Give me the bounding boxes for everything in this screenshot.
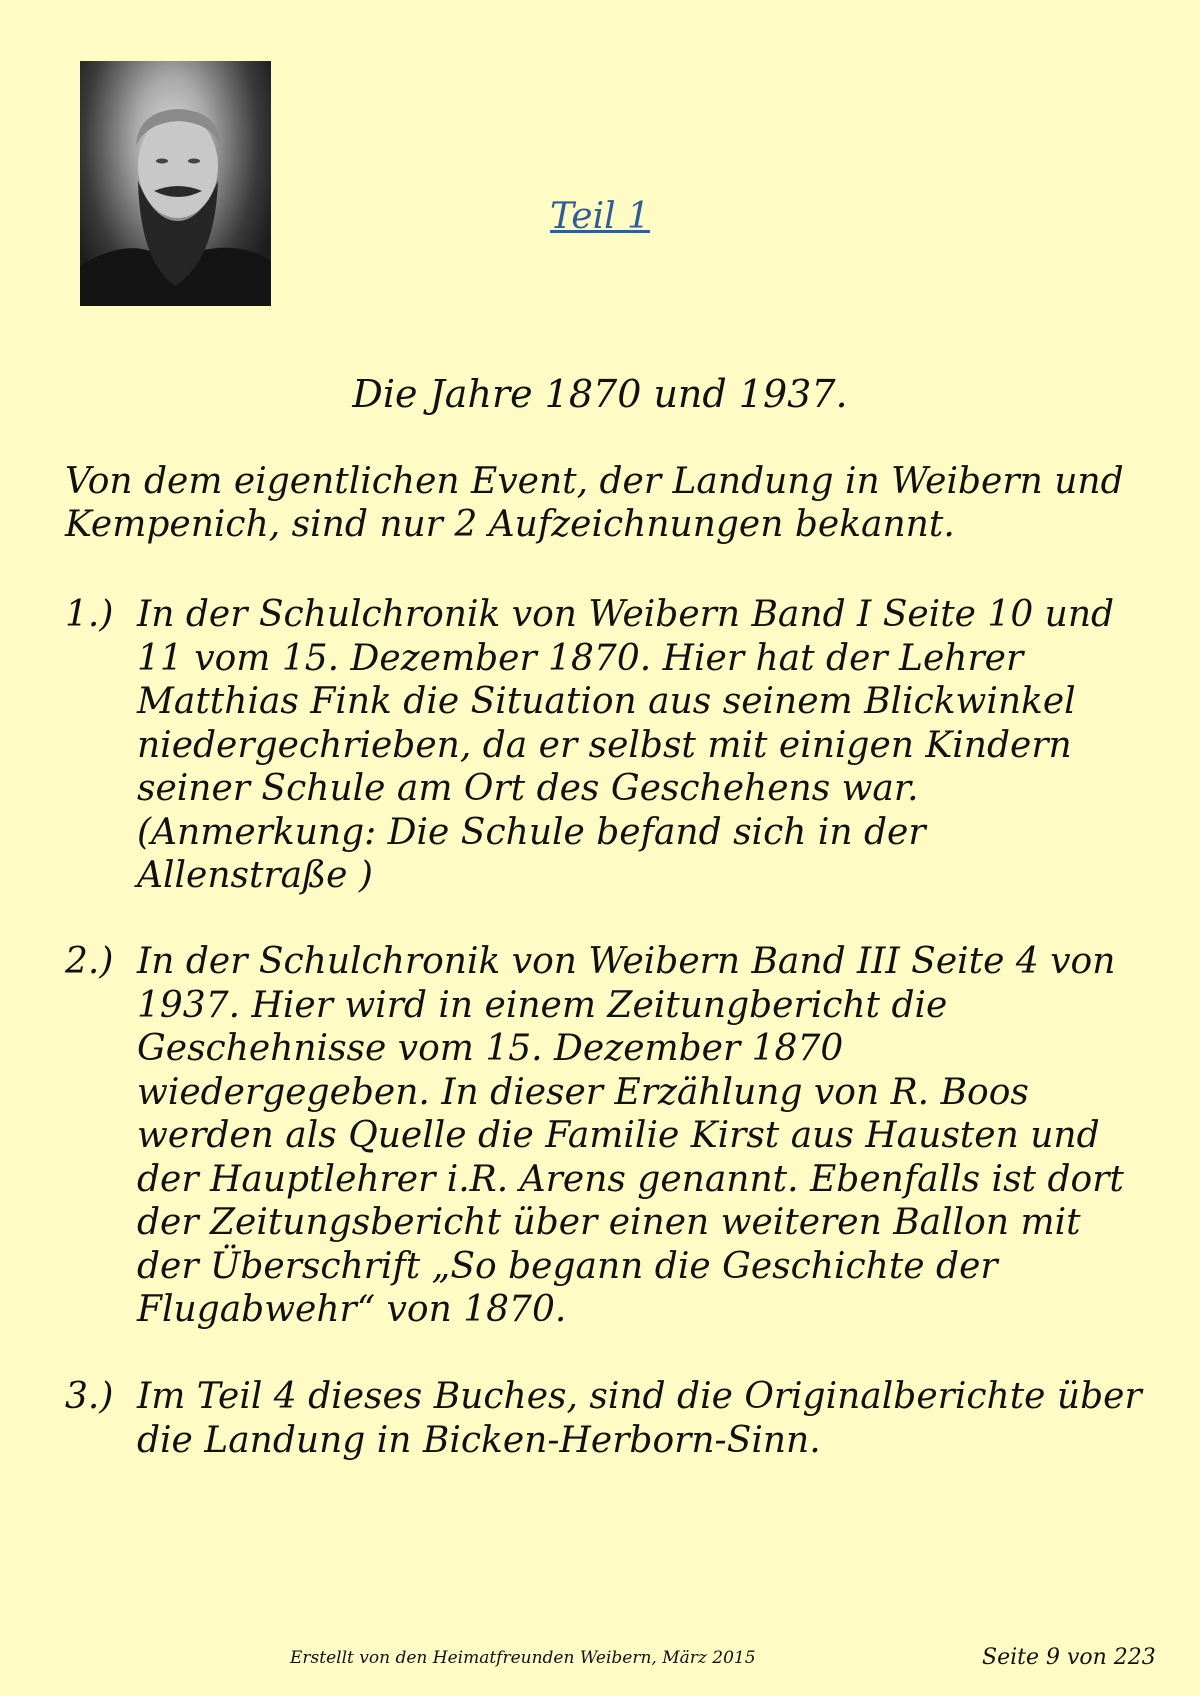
intro-paragraph: Von dem eigentlichen Event, der Landung in Weibern und Kempenich, sind nur 2 Aufzeichnungen bekannt. [65,461,1124,545]
list-item-text: In der Schulchronik von Weibern Band I Seite 10 und 11 vom 15. Dezember 1870. Hier hat der Lehrer Matthias Fink die Situation aus seinem Blickwinkel niedergechrieben, da er selbst mit einigen Kindern seiner Schule am Ort des Geschehens war. (Anmerkung: Die Schule befand sich in der Allenstraße ) [137,594,1115,896]
list-item [65,1375,1145,1462]
list-item-text: In der Schulchronik von Weibern Band III Seite 4 von 1937. Hier wird in einem Zeitungbericht die Geschehnisse vom 15. Dezember 1870 wiedergegeben. In dieser Erzählung von R. Boos werden als Quelle die Familie Kirst aus Hausten und der Hauptlehrer i.R. Arens genannt. Ebenfalls ist dort der Zeitungsbericht über einen weiteren Ballon mit der Überschrift „So begann die Geschichte der Flugabwehr“ von 1870. [137,941,1124,1330]
list-item [65,940,1145,1332]
footer-credit: Erstellt von den Heimatfreunden Weibern, März 2015 [290,1648,756,1668]
portrait-photo [80,61,271,306]
list-item-text: Im Teil 4 dieses Buches, sind die Originalberichte über die Landung in Bicken-Herborn-Sinn. [137,1376,1142,1461]
list-item [65,593,1145,898]
page-number: Seite 9 von 223 [982,1645,1156,1670]
list-item-number: 2.) [65,941,114,982]
list-item-number: 1.) [65,594,114,635]
list-item-number: 3.) [65,1376,114,1417]
part-title: Teil 1 [550,196,650,237]
section-heading: Die Jahre 1870 und 1937. [352,372,848,416]
